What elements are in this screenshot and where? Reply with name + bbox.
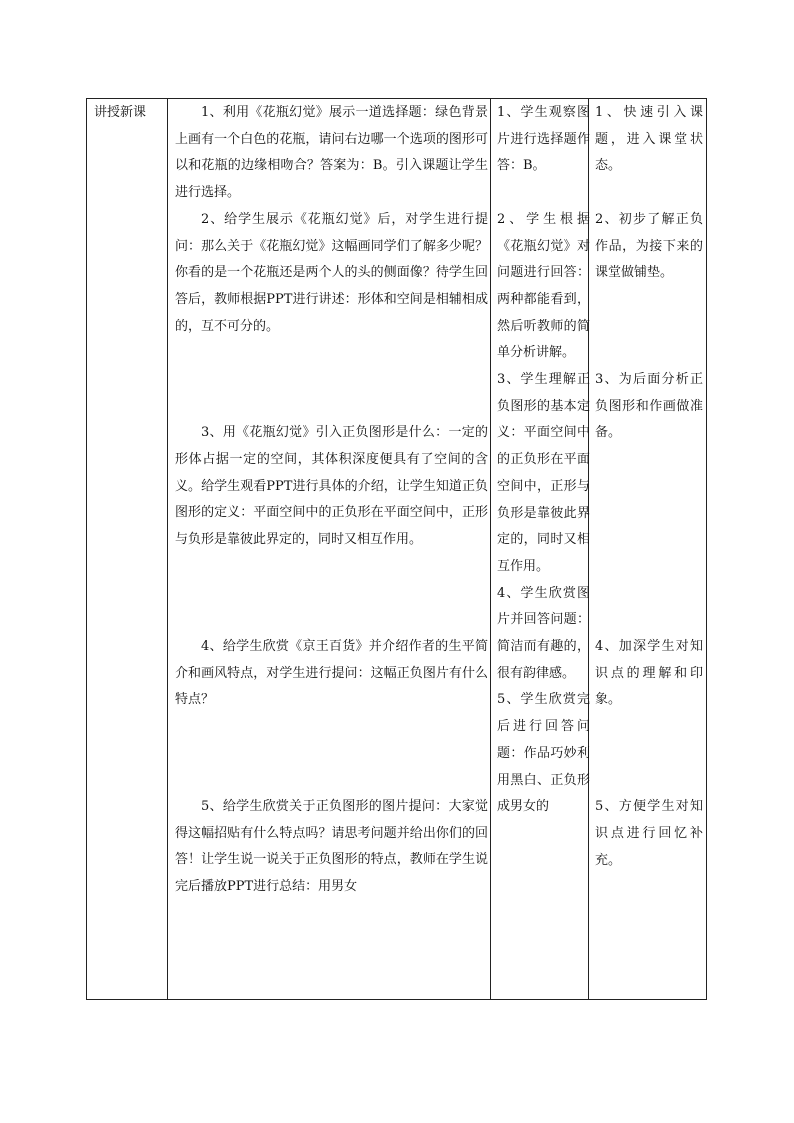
teacher-activity-1: 1、利用《花瓶幻觉》展示一道选择题：绿色背景上画有一个白色的花瓶，请问右边哪一个选项的图形可以和花瓶的边缘相吻合？答案为：B。引入课题让学生进行选择。 [175, 105, 488, 201]
spacer [595, 180, 703, 207]
lesson-plan-table [86, 98, 707, 1000]
column-divider [490, 99, 491, 999]
spacer [175, 340, 488, 420]
design-intents-cell [595, 100, 703, 874]
section-label-cell [94, 100, 164, 127]
teacher-activity-2: 2、给学生展示《花瓶幻觉》后，对学生进行提问：那么关于《花瓶幻觉》这幅画同学们了解多少呢？你看的是一个花瓶还是两个人的头的侧面像？待学生回答后，教师根据PPT进行讲述：形体和空间是相辅相成的，互不可分的。 [175, 211, 488, 334]
student-activity-5: 5、学生欣赏完后进行回答问题：作品巧妙利用黑白、正负形成男女的 [497, 692, 590, 815]
spacer [175, 554, 488, 634]
spacer [595, 714, 703, 794]
spacer [595, 287, 703, 367]
design-intent-1: 1、快速引入课题，进入课堂状态。 [595, 105, 703, 174]
student-activity-3: 3、学生理解正负图形的基本定义：平面空间中的正负形在平面空间中，正形与负形是靠彼此界定的，同时又相互作用。 [497, 372, 590, 574]
design-intent-4: 4、加深学生对知识点的理解和印象。 [595, 639, 703, 708]
teacher-activity-5: 5、给学生欣赏关于正负图形的图片提问：大家觉得这幅招贴有什么特点吗？请思考问题并给出你们的回答！让学生说一说关于正负图形的特点，教师在学生说完后播放PPT进行总结：用男女 [175, 798, 488, 895]
spacer [595, 447, 703, 634]
student-activity-4: 4、学生欣赏图片并回答问题：简洁而有趣的，很有韵律感。 [497, 585, 590, 681]
student-activities-cell [497, 100, 590, 821]
column-divider [167, 99, 168, 999]
teacher-activity-3: 3、用《花瓶幻觉》引入正负图形是什么：一定的形体占据一定的空间，其体积深度便具有了空间的含义。给学生观看PPT进行具体的介绍，让学生知道正负图形的定义：平面空间中的正负形在平面空间中，正形与负形是靠彼此界定的，同时又相互作用。 [175, 425, 488, 548]
design-intent-2: 2、初步了解正负作品，为接下来的课堂做铺垫。 [595, 211, 703, 281]
teacher-activity-4: 4、给学生欣赏《京王百货》并介绍作者的生平简介和画风特点，对学生进行提问：这幅正负图片有什么特点？ [175, 638, 488, 708]
spacer [497, 180, 590, 207]
section-label: 讲授新课 [94, 105, 147, 120]
student-activity-2: 2、学生根据《花瓶幻觉》对问题进行回答：两种都能看到，然后听教师的简单分析讲解。 [497, 211, 590, 361]
teacher-activities-cell [175, 100, 488, 901]
design-intent-5: 5、方便学生对知识点进行回忆补充。 [595, 799, 703, 868]
student-activity-1: 1、学生观察图片进行选择题作答：B。 [497, 105, 590, 174]
design-intent-3: 3、为后面分析正负图形和作画做准备。 [595, 371, 703, 441]
spacer [175, 714, 488, 794]
